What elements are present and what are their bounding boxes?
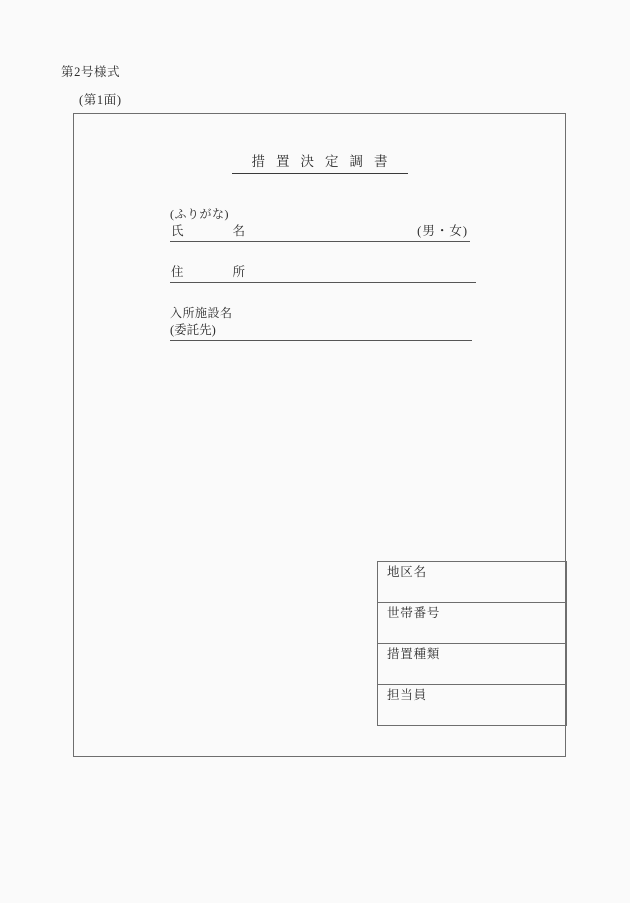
form-number-label: 第2号様式 [61, 65, 121, 79]
info-row-household-number[interactable]: 世帯番号 [378, 603, 567, 644]
field-name-input-row[interactable] [170, 222, 470, 242]
field-name [170, 207, 476, 242]
document-title [74, 150, 565, 174]
field-facility-input-row[interactable] [170, 321, 472, 341]
field-address-label: 住 所 [171, 265, 254, 279]
info-row-district-name[interactable]: 地区名 [378, 562, 567, 603]
field-name-furigana-label: (ふりがな) [170, 207, 229, 221]
table-row [378, 644, 567, 685]
table-row [378, 603, 567, 644]
field-group [170, 207, 476, 341]
info-row-measure-type[interactable]: 措置種類 [378, 644, 567, 685]
info-row-staff-member[interactable]: 担当員 [378, 685, 567, 726]
field-address [170, 263, 476, 283]
field-address-input-row[interactable] [170, 263, 476, 283]
field-name-gender-note[interactable]: (男・女) [417, 224, 468, 238]
page-indicator-label: (第1面) [79, 93, 122, 107]
form-frame [73, 113, 566, 757]
field-facility-title-label: 入所施設名 [170, 306, 233, 320]
info-table [377, 561, 567, 726]
field-name-label: 氏 名 [171, 224, 254, 238]
document-title-text: 措置決定調書 [232, 150, 408, 174]
table-row [378, 685, 567, 726]
table-row [378, 562, 567, 603]
field-facility-label: (委託先) [170, 323, 216, 337]
field-facility [170, 306, 472, 341]
